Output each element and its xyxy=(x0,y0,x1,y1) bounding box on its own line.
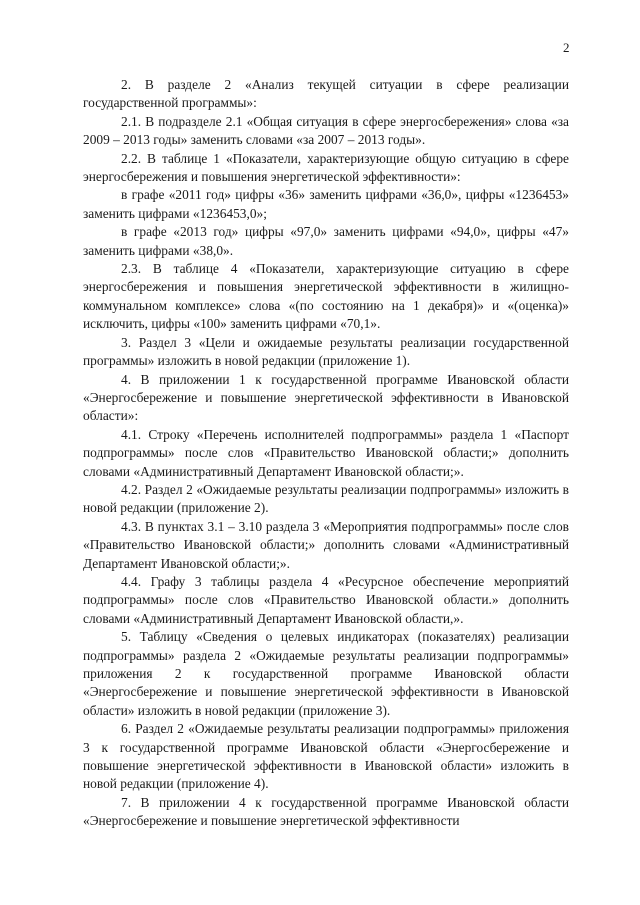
paragraph-2: 2. В разделе 2 «Анализ текущей ситуации в сфере реализации государственной программы»: xyxy=(83,77,569,111)
paragraph-7: 7. В приложении 4 к государственной программе Ивановской области «Энергосбережение и повышение энергетической эффективности xyxy=(83,794,569,829)
paragraph-5: 5. Таблицу «Сведения о целевых индикаторах (показателях) реализации подпрограммы» раздела 2 «Ожидаемые результаты реализации подпрограммы» приложения 2 к государственной программе Ивановской области «Энергосбережение и повышение энергетической эффективности в Ивановской области» изложить в новой редакции (приложение 3). xyxy=(83,629,569,718)
paragraph-2-2: 2.2. В таблице 1 «Показатели, характеризующие общую ситуацию в сфере энергосбережения и повышения энергетической эффективности»: xyxy=(83,150,569,185)
paragraph-4-1: 4.1. Строку «Перечень исполнителей подпрограммы» раздела 1 «Паспорт подпрограммы» после слов «Правительство Ивановской области;» дополнить словами «Административный Департамент Ивановской области;». xyxy=(83,426,569,479)
paragraph-6: 6. Раздел 2 «Ожидаемые результаты реализации подпрограммы» приложения 3 к государственной программе Ивановской области «Энергосбережение и повышение энергетической эффективности в Ивановской области» изложить в новой редакции (приложение 4). xyxy=(83,721,569,792)
page-number: 2 xyxy=(563,40,570,55)
paragraph-4-3: 4.3. В пунктах 3.1 – 3.10 раздела 3 «Мероприятия подпрограммы» после слов «Правительство Ивановской области;» дополнить словами «Административный Департамент Ивановской области;». xyxy=(83,518,569,571)
paragraph-2-2-column-2011: в графе «2011 год» цифры «36» заменить цифрами «36,0», цифры «1236453» заменить цифрами «1236453,0»; xyxy=(83,187,569,221)
paragraph-4: 4. В приложении 1 к государственной программе Ивановской области «Энергосбережение и повышение энергетической эффективности в Ивановской области»: xyxy=(83,371,569,424)
paragraph-2-1: 2.1. В подразделе 2.1 «Общая ситуация в сфере энергосбережения» слова «за 2009 – 2013 годы» заменить словами «за 2007 – 2013 годы». xyxy=(83,113,569,148)
paragraph-4-4: 4.4. Графу 3 таблицы раздела 4 «Ресурсное обеспечение мероприятий подпрограммы» после слов «Правительство Ивановской области.» дополнить словами «Административный Департамент Ивановской области,». xyxy=(83,573,569,626)
document-body xyxy=(83,76,569,831)
paragraph-2-3: 2.3. В таблице 4 «Показатели, характеризующие ситуацию в сфере энергосбережения и повышения энергетической эффективности в жилищно-коммунальном комплексе» слова «(по состоянию на 1 декабря)» и «(оценка)» исключить, цифры «100» заменить цифрами «70,1». xyxy=(83,261,569,332)
paragraph-4-2: 4.2. Раздел 2 «Ожидаемые результаты реализации подпрограммы» изложить в новой редакции (приложение 2). xyxy=(83,481,569,516)
paragraph-2-2-column-2013: в графе «2013 год» цифры «97,0» заменить цифрами «94,0», цифры «47» заменить цифрами «38,0». xyxy=(83,224,569,258)
paragraph-3: 3. Раздел 3 «Цели и ожидаемые результаты реализации государственной программы» изложить в новой редакции (приложение 1). xyxy=(83,334,569,369)
